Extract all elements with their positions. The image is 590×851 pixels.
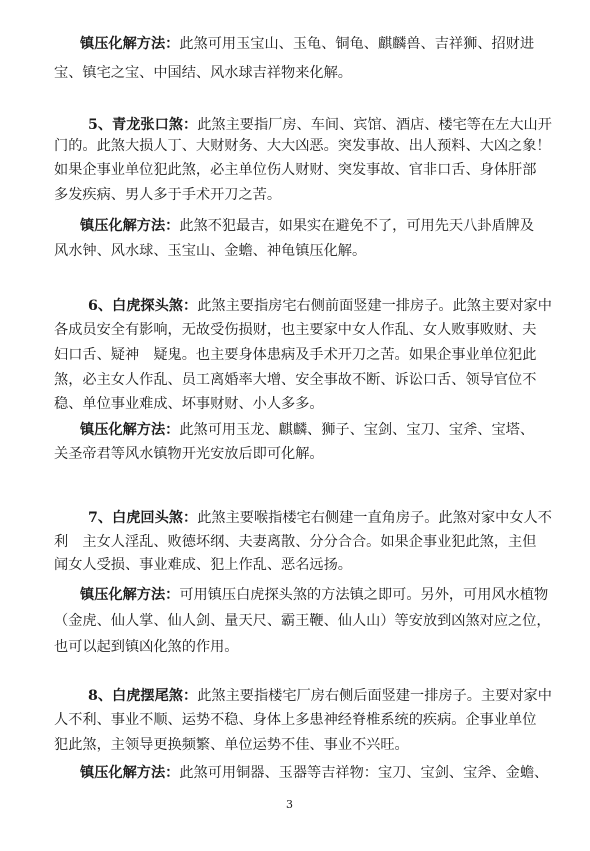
text-line: 稳、单位事业难成、坏事财财、小人多多。 xyxy=(54,396,324,412)
page-number: 3 xyxy=(286,798,293,811)
text-line: 多发疾病、男人多于手术开刀之苦。 xyxy=(54,187,282,203)
section-remedy-prev xyxy=(54,34,554,94)
remedy-heading: 镇压化解方法： xyxy=(80,218,180,234)
text-line: 煞，必主女人作乱、员工离婚率大增、安全事故不断、诉讼口舌、领导官位不 xyxy=(54,372,537,388)
text-line: 风水钟、风水球、玉宝山、金蟾、神龟镇压化解。 xyxy=(54,243,367,259)
text-line: 镇压化解方法：此煞可用玉宝山、玉龟、铜龟、麒麟兽、吉祥狮、招财进 xyxy=(80,36,535,52)
text-line: 镇压化解方法：可用镇压白虎探头煞的方法镇之即可。另外，可用风水植物 xyxy=(80,587,549,603)
remedy-heading: 镇压化解方法： xyxy=(80,422,180,438)
text-line: （金虎、仙人掌、仙人剑、量天尺、霸王鞭、仙人山）等安放到凶煞对应之位， xyxy=(54,613,551,629)
text-line: 镇压化解方法：此煞不犯最吉，如果实在避免不了，可用先天八卦盾牌及 xyxy=(80,218,535,234)
text-line: 闻女人受损、事业难成、犯上作乱、恶名远扬。 xyxy=(54,557,352,573)
section-title: 8、白虎摆尾煞： xyxy=(88,688,198,704)
section-baihu-baiwei xyxy=(54,686,554,796)
text-line: 8、白虎摆尾煞：此煞主要指楼宅厂房右侧后面竖建一排房子。主要对家中 xyxy=(88,688,552,704)
text-line: 各成员安全有影响，无故受伤损财，也主要家中女人作乱、女人败事败财、夫 xyxy=(54,322,537,338)
text-line: 镇压化解方法：此煞可用玉龙、麒麟、狮子、宝剑、宝刀、宝斧、宝塔、 xyxy=(80,422,535,438)
text-line: 5、青龙张口煞：此煞主要指厂房、车间、宾馆、酒店、楼宅等在左大山开 xyxy=(88,117,552,133)
remedy-heading: 镇压化解方法： xyxy=(80,587,180,603)
text-line: 如果企事业单位犯此煞，必主单位伤人财财、突发事故、官非口舌、身体肝部 xyxy=(54,162,537,178)
text-line: 关圣帝君等风水镇物开光安放后即可化解。 xyxy=(54,446,324,462)
text-line: 6、白虎探头煞：此煞主要指房宅右侧前面竖建一排房子。此煞主要对家中 xyxy=(88,298,552,314)
text-line: 宝、镇宅之宝、中国结、风水球吉祥物来化解。 xyxy=(54,65,352,81)
section-baihu-huitou xyxy=(54,508,554,658)
section-title: 5、青龙张口煞： xyxy=(88,117,198,133)
section-baihu-tantou xyxy=(54,296,554,476)
text-line: 犯此煞，主领导更换频繁、单位运势不佳、事业不兴旺。 xyxy=(54,737,409,753)
section-qinglong xyxy=(54,115,554,295)
text-line: 7、白虎回头煞：此煞主要喉指楼宅右侧建一直角房子。此煞对家中女人不 xyxy=(88,510,552,526)
text-line: 妇口舌、疑神 疑鬼。也主要身体患病及手术开刀之苦。如果企事业单位犯此 xyxy=(54,347,537,363)
text-line: 人不利、事业不顺、运势不稳、身体上多患神经脊椎系统的疾病。企事业单位 xyxy=(54,712,537,728)
text-line: 利 主女人淫乱、败德坏纲、夫妻离散、分分合合。如果企事业犯此煞，主但 xyxy=(54,534,537,550)
remedy-heading: 镇压化解方法： xyxy=(80,765,180,781)
section-title: 6、白虎探头煞： xyxy=(88,298,198,314)
text-line: 也可以起到镇凶化煞的作用。 xyxy=(54,639,239,655)
text-line: 门的。此煞大损人丁、大财财务、大大凶恶。突发事故、出人预料、大凶之象！ xyxy=(54,138,551,154)
remedy-heading: 镇压化解方法： xyxy=(80,36,180,52)
section-title: 7、白虎回头煞： xyxy=(88,510,198,526)
text-line: 镇压化解方法：此煞可用铜器、玉器等吉祥物：宝刀、宝剑、宝斧、金蟾、 xyxy=(80,765,549,781)
